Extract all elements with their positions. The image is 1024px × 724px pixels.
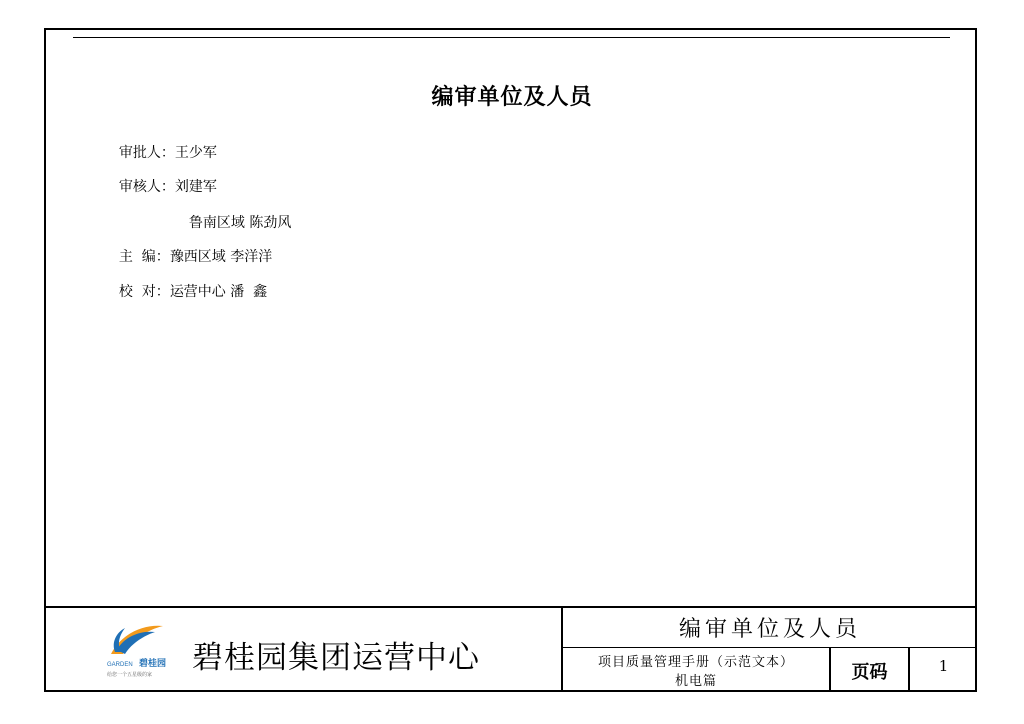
- footer-doc-title: 编审单位及人员: [678, 617, 861, 642]
- editor-name: 豫西区域 李洋洋: [169, 249, 273, 265]
- company-name: 碧桂园集团运营中心: [192, 640, 480, 676]
- logo-cn-text: 碧桂园: [139, 659, 167, 669]
- header-rule: [73, 37, 950, 38]
- editor-label: 主 编：: [118, 249, 170, 265]
- approver-name: 王少军: [174, 145, 217, 161]
- approver-row: [110, 126, 217, 162]
- reviewer-name: 刘建军: [174, 179, 217, 195]
- manual-title-line1: 项目质量管理手册（示范文本）: [597, 655, 794, 670]
- editor-row: [110, 230, 272, 266]
- page-title: 编审单位及人员: [431, 84, 593, 110]
- footer-title-divider: [561, 647, 977, 648]
- approver-label: 审批人：: [118, 145, 175, 161]
- page-label: 页码: [851, 662, 888, 683]
- footer-rule: [44, 606, 977, 608]
- manual-title: [563, 653, 829, 691]
- proofreader-name: 运营中心 潘 鑫: [169, 284, 268, 300]
- reviewer-label: 审核人：: [118, 179, 175, 195]
- logo-slogan-text: 给您一个五星级的家: [107, 672, 153, 678]
- reviewer-row-2: [180, 196, 291, 232]
- company-logo: [103, 616, 169, 682]
- reviewer-row: [110, 160, 217, 196]
- manual-title-line2: 机电篇: [674, 674, 717, 689]
- proofreader-row: [110, 265, 267, 301]
- page-number: 1: [938, 657, 949, 675]
- logo-en-text: GARDEN: [107, 662, 133, 668]
- proofreader-label: 校 对：: [118, 284, 170, 300]
- reviewer-name-2: 鲁南区域 陈劲风: [188, 215, 292, 231]
